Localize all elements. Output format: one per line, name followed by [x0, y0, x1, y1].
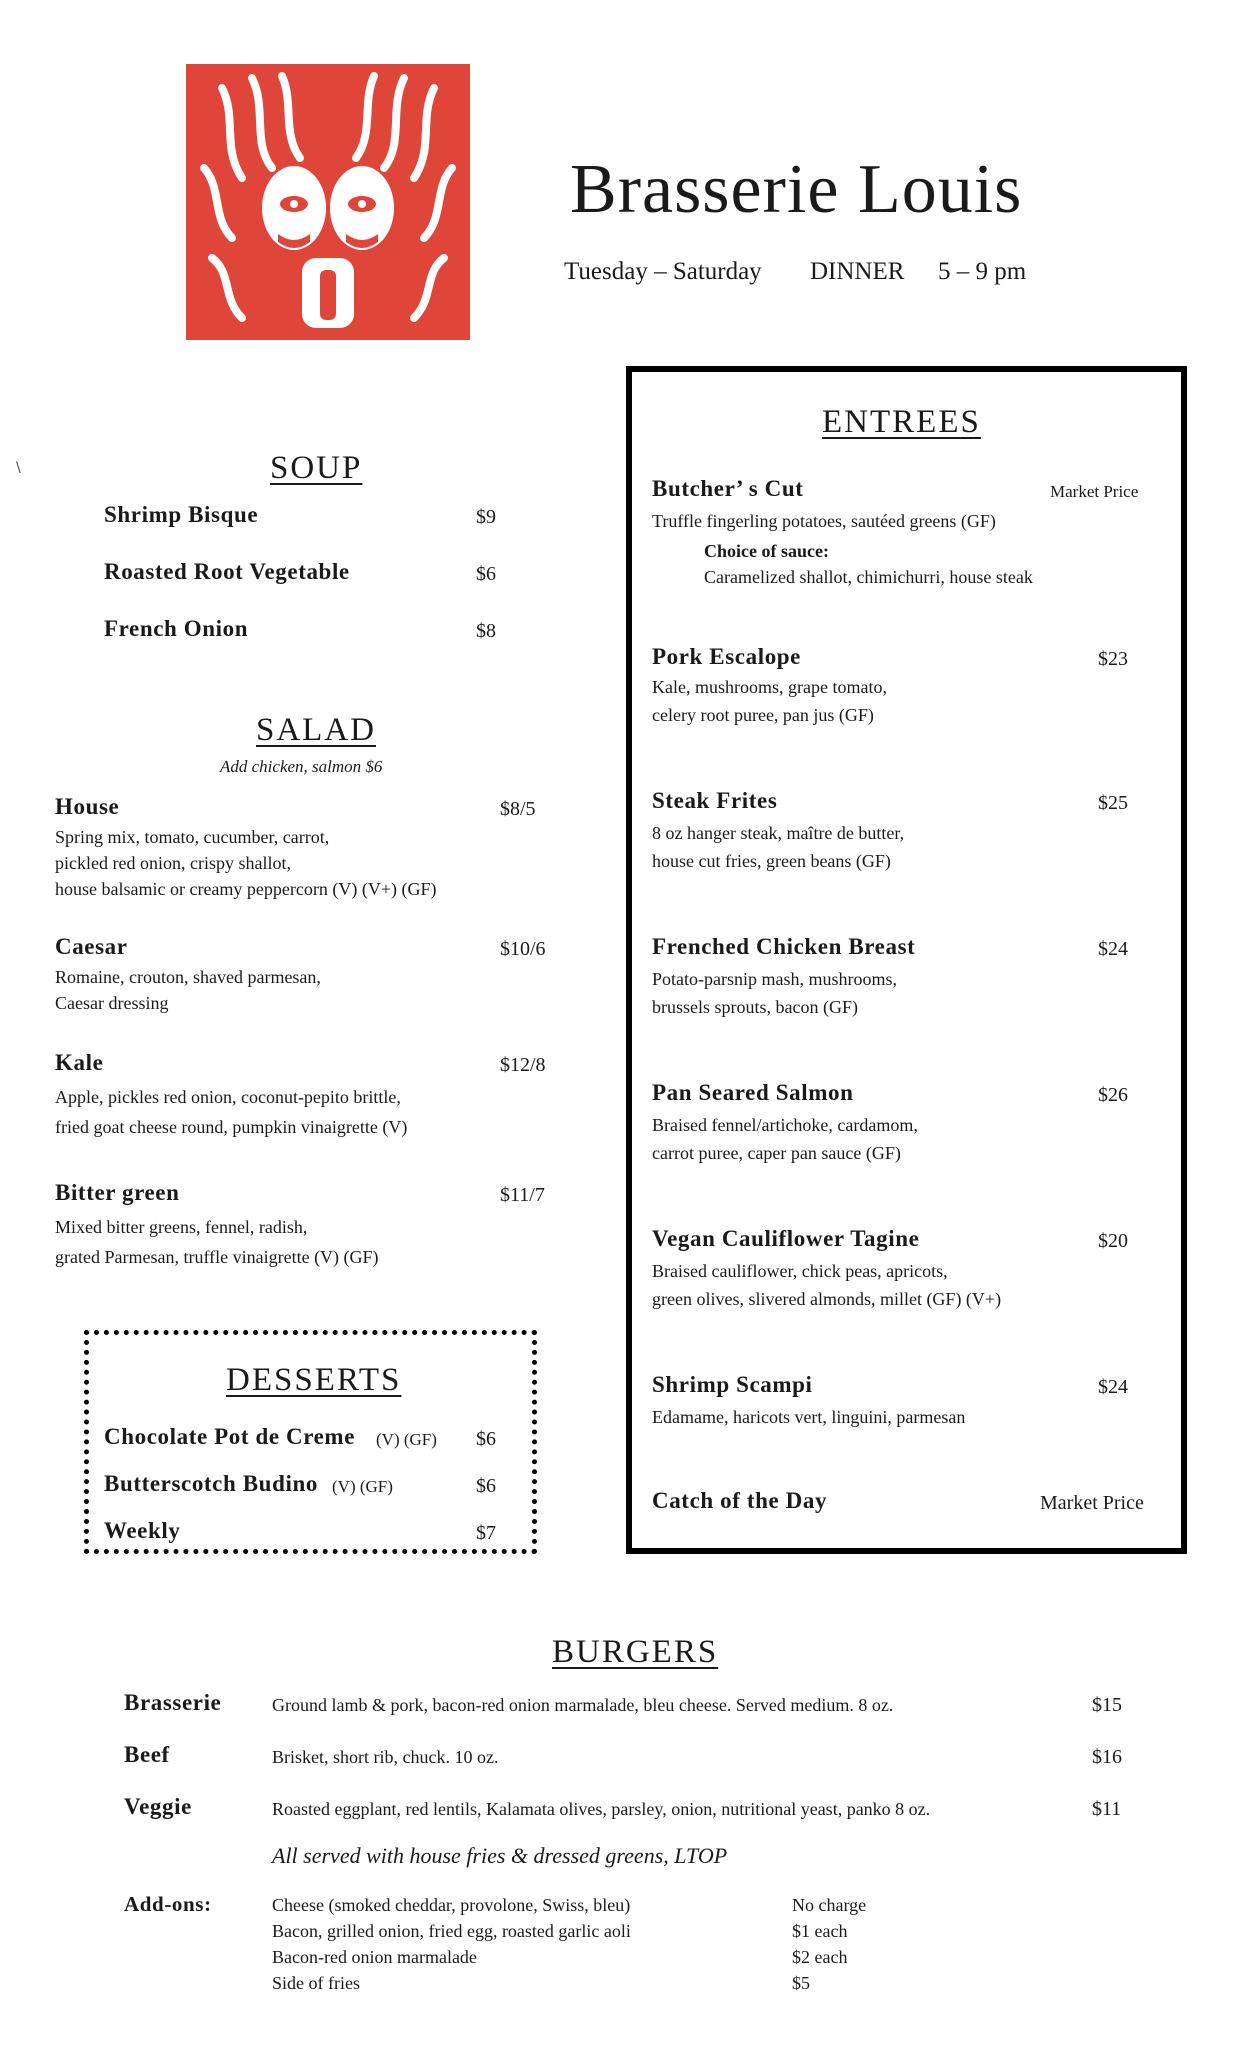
addon-price: $2 each	[792, 1947, 848, 1967]
salad-item-desc: house balsamic or creamy peppercorn (V) (V+) (GF)	[55, 879, 437, 899]
salad-item-desc: pickled red onion, crispy shallot,	[55, 853, 291, 873]
service-label: DINNER	[810, 258, 905, 285]
soup-item-name: French Onion	[104, 616, 249, 641]
burgers-served-note: All served with house fries & dressed greens, LTOP	[272, 1843, 728, 1868]
addon-item: Bacon-red onion marmalade	[272, 1947, 477, 1967]
burgers-heading: BURGERS	[552, 1634, 719, 1670]
soup-item-price: $8	[476, 620, 496, 642]
entree-item-desc: Braised cauliflower, chick peas, apricots,	[652, 1261, 948, 1281]
entree-item-desc: house cut fries, green beans (GF)	[652, 851, 891, 871]
entree-item-desc: Potato-parsnip mash, mushrooms,	[652, 969, 897, 989]
salad-item-name: Bitter green	[55, 1180, 180, 1205]
soup-item-price: $9	[476, 506, 496, 528]
entree-item-desc: 8 oz hanger steak, maître de butter,	[652, 823, 905, 843]
soup-heading: SOUP	[270, 450, 363, 486]
entree-item-price: $26	[1098, 1084, 1128, 1106]
soup-item-price: $6	[476, 563, 496, 585]
entree-item-price: $23	[1098, 648, 1128, 670]
addon-price: No charge	[792, 1895, 867, 1915]
sauce-choice-label: Choice of sauce:	[704, 541, 829, 561]
burger-item-name: Brasserie	[124, 1690, 222, 1715]
addon-item: Side of fries	[272, 1973, 360, 1993]
salad-item-desc: Mixed bitter greens, fennel, radish,	[55, 1217, 308, 1237]
entree-item-name: Steak Frites	[652, 788, 778, 813]
entree-item-price: $20	[1098, 1230, 1128, 1252]
service-hours: 5 – 9 pm	[938, 258, 1027, 285]
entree-item-name: Pan Seared Salmon	[652, 1080, 854, 1105]
addon-item: Bacon, grilled onion, fried egg, roasted garlic aoli	[272, 1921, 631, 1941]
dessert-item-price: $6	[476, 1475, 496, 1497]
salad-item-desc: Apple, pickles red onion, coconut-pepito brittle,	[55, 1087, 401, 1107]
sauce-choice-options: Caramelized shallot, chimichurri, house steak	[704, 567, 1033, 587]
salad-item-name: Caesar	[55, 934, 128, 959]
addon-item: Cheese (smoked cheddar, provolone, Swiss, bleu)	[272, 1895, 631, 1915]
entree-item-desc: green olives, slivered almonds, millet (GF) (V+)	[652, 1289, 1002, 1309]
salad-item-desc: Spring mix, tomato, cucumber, carrot,	[55, 827, 330, 847]
entree-item-price: $25	[1098, 792, 1128, 814]
lion-face-stamp-icon	[182, 58, 474, 344]
addon-price: $5	[792, 1973, 810, 1993]
entree-item-desc: Kale, mushrooms, grape tomato,	[652, 677, 887, 697]
entree-item-price: $24	[1098, 1376, 1128, 1398]
entree-item-price: $24	[1098, 938, 1128, 960]
salad-item-name: Kale	[55, 1050, 104, 1075]
entree-item-desc: carrot puree, caper pan sauce (GF)	[652, 1143, 901, 1163]
restaurant-title: Brasserie Louis	[570, 151, 1023, 228]
entree-item-price: Market Price	[1050, 482, 1139, 501]
service-days: Tuesday – Saturday	[564, 258, 762, 285]
addon-price: $1 each	[792, 1921, 848, 1941]
entree-item-name: Pork Escalope	[652, 644, 801, 669]
burger-item-price: $15	[1092, 1694, 1122, 1716]
burger-item-desc: Ground lamb & pork, bacon-red onion marmalade, bleu cheese. Served medium. 8 oz.	[272, 1695, 894, 1715]
salad-item-price: $11/7	[500, 1184, 545, 1206]
burger-item-price: $16	[1092, 1746, 1122, 1768]
entree-item-name: Frenched Chicken Breast	[652, 934, 916, 959]
dessert-item-name: Chocolate Pot de Creme	[104, 1424, 356, 1449]
salad-item-desc: Romaine, crouton, shaved parmesan,	[55, 967, 321, 987]
dessert-item-price: $6	[476, 1428, 496, 1450]
entree-item-name: Shrimp Scampi	[652, 1372, 813, 1397]
dessert-item-tags: (V) (GF)	[332, 1477, 393, 1496]
entree-item-name: Butcher’ s Cut	[652, 476, 804, 501]
addons-label: Add-ons:	[124, 1892, 212, 1916]
entrees-heading: ENTREES	[822, 404, 981, 440]
salad-item-desc: Caesar dressing	[55, 993, 169, 1013]
burger-item-name: Beef	[124, 1742, 170, 1767]
entree-item-desc: Edamame, haricots vert, linguini, parmesan	[652, 1407, 966, 1427]
burger-item-desc: Brisket, short rib, chuck. 10 oz.	[272, 1747, 499, 1767]
burger-item-desc: Roasted eggplant, red lentils, Kalamata olives, parsley, onion, nutritional yeast, panko 8 oz.	[272, 1799, 931, 1819]
entree-item-desc: Braised fennel/artichoke, cardamom,	[652, 1115, 918, 1135]
soup-item-name: Shrimp Bisque	[104, 502, 259, 527]
salad-item-desc: fried goat cheese round, pumpkin vinaigrette (V)	[55, 1117, 408, 1137]
salad-item-desc: grated Parmesan, truffle vinaigrette (V) (GF)	[55, 1247, 379, 1267]
salad-item-price: $8/5	[500, 798, 536, 820]
entree-item-name: Catch of the Day	[652, 1488, 828, 1513]
entree-item-desc: Truffle fingerling potatoes, sautéed greens (GF)	[652, 511, 996, 531]
entree-item-desc: brussels sprouts, bacon (GF)	[652, 997, 858, 1017]
salad-add-protein-note: Add chicken, salmon $6	[220, 757, 383, 776]
salad-item-price: $10/6	[500, 938, 546, 960]
desserts-heading: DESSERTS	[226, 1362, 402, 1398]
burger-item-price: $11	[1092, 1798, 1122, 1820]
burger-item-name: Veggie	[124, 1794, 192, 1819]
dessert-item-name: Weekly	[104, 1518, 181, 1543]
salad-item-price: $12/8	[500, 1054, 546, 1076]
margin-mark: \	[16, 460, 21, 476]
entree-item-price: Market Price	[1040, 1492, 1144, 1514]
dessert-item-name: Butterscotch Budino	[104, 1471, 318, 1496]
entree-item-desc: celery root puree, pan jus (GF)	[652, 705, 874, 725]
soup-item-name: Roasted Root Vegetable	[104, 559, 350, 584]
salad-item-name: House	[55, 794, 120, 819]
salad-heading: SALAD	[256, 712, 377, 748]
dessert-item-price: $7	[476, 1522, 496, 1544]
entree-item-name: Vegan Cauliflower Tagine	[652, 1226, 920, 1251]
dessert-item-tags: (V) (GF)	[376, 1430, 437, 1449]
